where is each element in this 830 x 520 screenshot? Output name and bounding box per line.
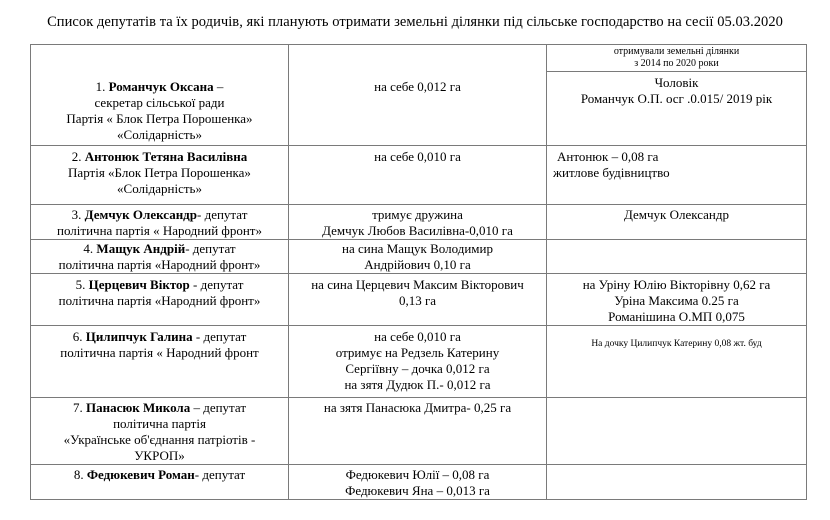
header-note-line: з 2014 по 2020 роки — [634, 58, 719, 69]
previous-plots-cell — [547, 205, 807, 240]
table-row — [31, 326, 807, 398]
deputy-cell — [31, 45, 289, 146]
deputy-desc-line: політична партія — [113, 416, 206, 431]
deputy-desc-line: політична партія « Народний фронт — [60, 345, 259, 360]
relatives-line: на себе 0,010 га — [374, 149, 461, 164]
deputy-desc-line: УКРОП» — [134, 448, 185, 463]
previous-line: Демчук Олександр — [623, 207, 730, 222]
relatives-cell — [289, 274, 547, 326]
relatives-cell — [289, 398, 547, 465]
row-number: 6. — [72, 329, 86, 344]
previous-line: Антонюк – 0,08 га — [557, 149, 659, 164]
table-row — [31, 45, 807, 146]
relatives-line: 0,13 га — [398, 293, 437, 308]
row-number: 7. — [72, 400, 86, 415]
deputy-desc-line: політична партія «Народний фронт» — [58, 257, 261, 272]
relatives-line: Федюкевич Яна – 0,013 га — [345, 483, 490, 498]
deputy-name-suffix: - депутат — [194, 467, 246, 482]
relatives-cell — [289, 465, 547, 500]
previous-plots-cell — [547, 146, 807, 205]
table-row — [31, 240, 807, 274]
relatives-line: на сина Мащук Володимир — [342, 241, 493, 256]
relatives-line: Андрійович 0,10 га — [364, 257, 471, 272]
previous-line: Романішина О.МП 0,075 — [608, 309, 745, 324]
relatives-line: на зятя Дудюк П.- 0,012 га — [344, 377, 491, 392]
deputy-name: Цилипчук Галина — [85, 329, 193, 344]
deputy-name: Демчук Олександр — [84, 207, 197, 222]
deputy-name-suffix: – — [213, 79, 224, 94]
relatives-cell — [289, 146, 547, 205]
relatives-line: Сергіївну – дочка 0,012 га — [345, 361, 490, 376]
deputy-desc-line: Партія «Блок Петра Порошенка» — [68, 165, 251, 180]
previous-plots-cell — [547, 465, 807, 500]
deputy-cell — [31, 146, 289, 205]
deputy-name-suffix: – депутат — [190, 400, 247, 415]
relatives-cell — [289, 240, 547, 274]
previous-plots-cell — [547, 240, 807, 274]
deputy-name-suffix: - депутат — [185, 241, 236, 256]
deputy-cell — [31, 205, 289, 240]
table-row — [31, 465, 807, 500]
relatives-line: тримує дружина — [372, 207, 463, 222]
header-note-line: отримували земельні ділянки — [613, 46, 740, 57]
row-number: 1. — [95, 79, 109, 94]
deputy-desc-line: «Солідарність» — [117, 181, 202, 196]
deputy-name: Церцевич Віктор — [88, 277, 190, 292]
previous-plots-cell — [547, 326, 807, 398]
deputy-desc-line: секретар сільської ради — [94, 95, 225, 110]
previous-plots-cell — [547, 274, 807, 326]
relatives-cell — [289, 326, 547, 398]
previous-line: житлове будівництво — [553, 165, 670, 180]
deputy-name-suffix: - депутат — [192, 329, 247, 344]
deputy-name: Панасюк Микола — [85, 400, 191, 415]
relatives-line: на себе 0,012 га — [374, 79, 461, 94]
deputy-cell — [31, 240, 289, 274]
relatives-line: отримує на Редзель Катерину — [335, 345, 500, 360]
relatives-line: Федюкевич Юлії – 0,08 га — [345, 467, 490, 482]
deputy-desc-line: «Українське об'єднання патріотів - — [63, 432, 256, 447]
previous-plots-cell — [547, 398, 807, 465]
column-header-note — [547, 45, 806, 72]
row-number: 8. — [73, 467, 87, 482]
previous-line: Романчук О.П. осг .0.015/ 2019 рік — [580, 91, 773, 106]
table-row — [31, 398, 807, 465]
row-number: 2. — [71, 149, 85, 164]
relatives-cell — [289, 205, 547, 240]
previous-line: Уріна Максима 0.25 га — [614, 293, 739, 308]
table-row — [31, 146, 807, 205]
deputy-name-suffix: - депутат — [189, 277, 244, 292]
deputy-name: Романчук Оксана — [108, 79, 214, 94]
deputies-table — [30, 44, 807, 500]
previous-plots-cell — [547, 45, 807, 146]
deputy-desc-line: політична партія «Народний фронт» — [58, 293, 261, 308]
previous-line: на Уріну Юлію Вікторівну 0,62 га — [582, 277, 771, 292]
previous-line: Чоловік — [654, 75, 699, 90]
relatives-line: на зятя Панасюка Дмитра- 0,25 га — [323, 400, 512, 415]
row-number: 4. — [83, 241, 97, 256]
table-row — [31, 205, 807, 240]
deputy-name-suffix: - депутат — [197, 207, 248, 222]
relatives-line: на сина Церцевич Максим Вікторович — [311, 277, 524, 292]
deputy-desc-line: «Солідарність» — [117, 127, 202, 142]
relatives-cell — [289, 45, 547, 146]
deputy-cell — [31, 274, 289, 326]
deputy-cell — [31, 326, 289, 398]
deputy-cell — [31, 465, 289, 500]
previous-line: На дочку Цилипчук Катерину 0,08 жт. буд — [591, 339, 762, 349]
deputy-name: Федюкевич Роман — [86, 467, 195, 482]
deputy-name: Мащук Андрій — [96, 241, 186, 256]
deputy-cell — [31, 398, 289, 465]
relatives-line: на себе 0,010 га — [374, 329, 461, 344]
document-title: Список депутатів та їх родичів, які планують отримати земельні ділянки під сільське господарство на сесії 05.03.2020 — [47, 14, 783, 30]
table-row — [31, 274, 807, 326]
relatives-line: Демчук Любов Василівна-0,010 га — [322, 223, 513, 238]
row-number: 5. — [75, 277, 89, 292]
deputy-desc-line: політична партія « Народний фронт» — [57, 223, 262, 238]
deputy-desc-line: Партія « Блок Петра Порошенка» — [66, 111, 253, 126]
deputy-name: Антонюк Тетяна Василівна — [84, 149, 248, 164]
row-number: 3. — [71, 207, 85, 222]
